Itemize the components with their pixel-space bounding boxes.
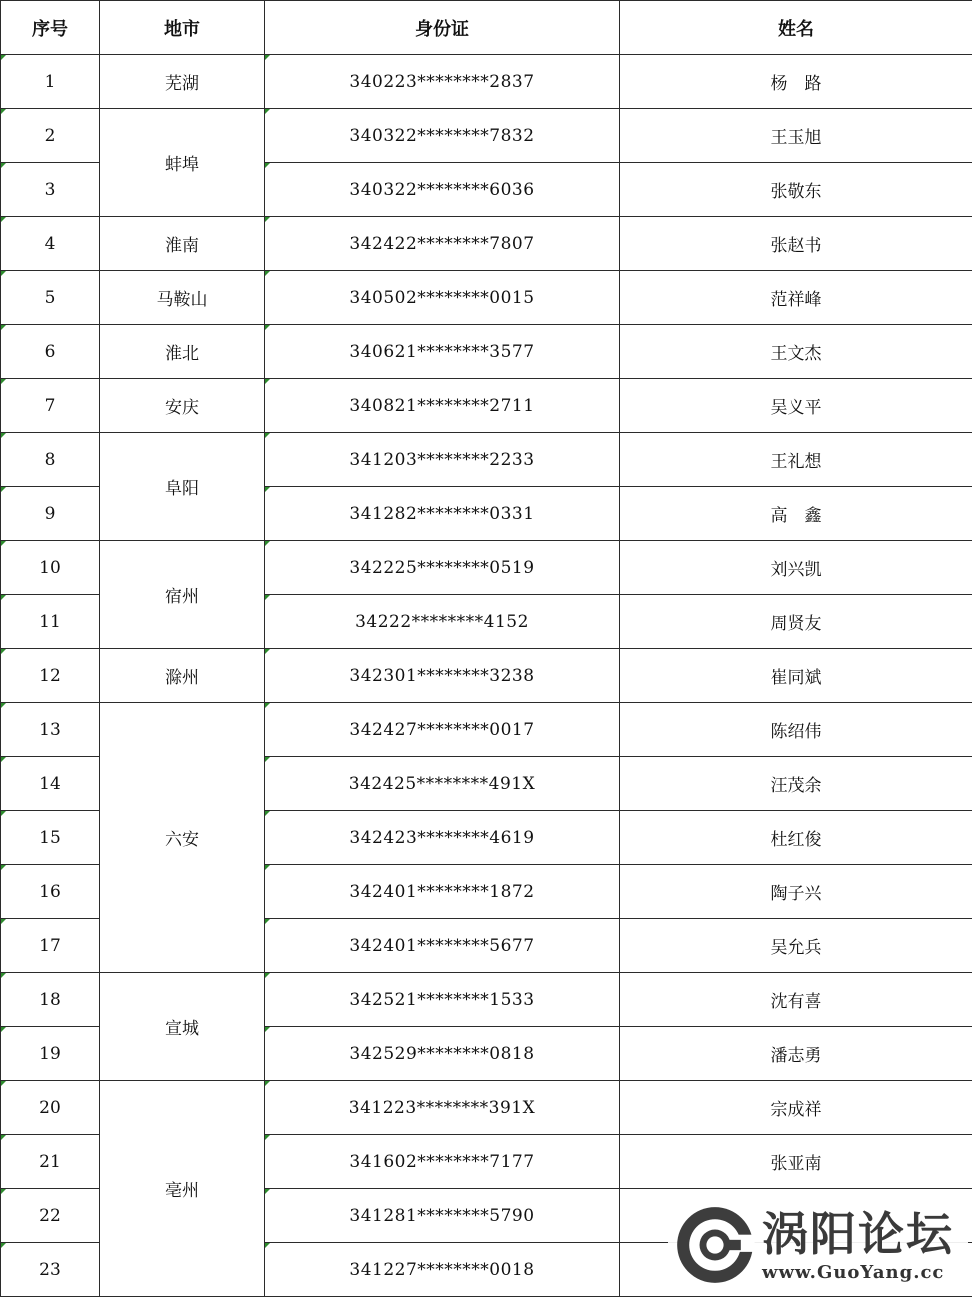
id-card-cell: 341281********5790 (265, 1189, 620, 1243)
seq-cell: 21 (1, 1135, 100, 1189)
seq-cell: 22 (1, 1189, 100, 1243)
id-card-cell: 342422********7807 (265, 217, 620, 271)
table-row (1, 1081, 972, 1135)
city-cell: 马鞍山 (100, 271, 265, 325)
table-row (1, 217, 972, 271)
watermark-name: 涡阳论坛 (762, 1206, 954, 1261)
seq-cell: 10 (1, 541, 100, 595)
table-row (1, 649, 972, 703)
name-cell: 陈绍伟 (620, 703, 972, 757)
city-cell: 安庆 (100, 379, 265, 433)
seq-cell: 7 (1, 379, 100, 433)
seq-cell: 17 (1, 919, 100, 973)
id-card-cell: 342427********0017 (265, 703, 620, 757)
name-cell: 王玉旭 (620, 109, 972, 163)
seq-cell: 14 (1, 757, 100, 811)
seq-cell: 13 (1, 703, 100, 757)
header-name: 姓名 (620, 1, 972, 55)
watermark-url: www.GuoYang.cc (762, 1261, 945, 1283)
name-cell: 范祥峰 (620, 271, 972, 325)
city-cell: 六安 (100, 703, 265, 973)
table-row (1, 55, 972, 109)
table-row (1, 703, 972, 757)
seq-cell: 4 (1, 217, 100, 271)
name-cell: 张敬东 (620, 163, 972, 217)
table-row (1, 541, 972, 595)
city-cell: 滁州 (100, 649, 265, 703)
table-row (1, 433, 972, 487)
id-card-cell: 341203********2233 (265, 433, 620, 487)
header-row (1, 1, 972, 55)
id-card-cell: 342425********491X (265, 757, 620, 811)
name-cell: 周贤友 (620, 595, 972, 649)
name-cell: 崔同斌 (620, 649, 972, 703)
city-cell: 淮北 (100, 325, 265, 379)
name-cell: 吴允兵 (620, 919, 972, 973)
header-id: 身份证 (265, 1, 620, 55)
name-cell: 刘兴凯 (620, 541, 972, 595)
seq-cell: 1 (1, 55, 100, 109)
city-cell: 亳州 (100, 1081, 265, 1297)
table-row (1, 109, 972, 163)
name-cell: 张亚南 (620, 1135, 972, 1189)
id-card-cell: 342301********3238 (265, 649, 620, 703)
city-cell: 阜阳 (100, 433, 265, 541)
id-card-cell: 340223********2837 (265, 55, 620, 109)
id-card-cell: 342401********5677 (265, 919, 620, 973)
id-card-cell: 341602********7177 (265, 1135, 620, 1189)
table-row (1, 379, 972, 433)
name-cell: 汪茂余 (620, 757, 972, 811)
name-cell: 杜红俊 (620, 811, 972, 865)
table-row (1, 973, 972, 1027)
seq-cell: 18 (1, 973, 100, 1027)
name-cell: 吴义平 (620, 379, 972, 433)
name-cell: 宗成祥 (620, 1081, 972, 1135)
id-card-cell: 342521********1533 (265, 973, 620, 1027)
name-cell: 王礼想 (620, 433, 972, 487)
id-card-cell: 341227********0018 (265, 1243, 620, 1297)
header-city: 地市 (100, 1, 265, 55)
guoyang-logo-icon (672, 1202, 758, 1288)
seq-cell: 12 (1, 649, 100, 703)
seq-cell: 23 (1, 1243, 100, 1297)
table-row (1, 271, 972, 325)
seq-cell: 11 (1, 595, 100, 649)
id-card-cell: 340322********7832 (265, 109, 620, 163)
seq-cell: 16 (1, 865, 100, 919)
seq-cell: 3 (1, 163, 100, 217)
seq-cell: 15 (1, 811, 100, 865)
name-cell: 高 鑫 (620, 487, 972, 541)
name-cell: 沈有喜 (620, 973, 972, 1027)
id-card-cell: 340821********2711 (265, 379, 620, 433)
id-card-cell: 340621********3577 (265, 325, 620, 379)
id-card-cell: 342401********1872 (265, 865, 620, 919)
seq-cell: 2 (1, 109, 100, 163)
id-card-cell: 34222********4152 (265, 595, 620, 649)
name-cell: 杨 路 (620, 55, 972, 109)
id-card-cell: 342225********0519 (265, 541, 620, 595)
id-card-cell: 340322********6036 (265, 163, 620, 217)
header-seq: 序号 (1, 1, 100, 55)
id-card-cell: 342529********0818 (265, 1027, 620, 1081)
table-row (1, 325, 972, 379)
watermark (668, 1196, 968, 1294)
name-cell: 张赵书 (620, 217, 972, 271)
id-card-cell: 341223********391X (265, 1081, 620, 1135)
seq-cell: 8 (1, 433, 100, 487)
city-cell: 蚌埠 (100, 109, 265, 217)
seq-cell: 5 (1, 271, 100, 325)
seq-cell: 19 (1, 1027, 100, 1081)
seq-cell: 20 (1, 1081, 100, 1135)
name-cell: 陶子兴 (620, 865, 972, 919)
seq-cell: 6 (1, 325, 100, 379)
city-cell: 宣城 (100, 973, 265, 1081)
id-card-cell: 340502********0015 (265, 271, 620, 325)
name-cell: 王文杰 (620, 325, 972, 379)
id-card-cell: 342423********4619 (265, 811, 620, 865)
city-cell: 宿州 (100, 541, 265, 649)
seq-cell: 9 (1, 487, 100, 541)
city-cell: 芜湖 (100, 55, 265, 109)
city-cell: 淮南 (100, 217, 265, 271)
name-cell: 潘志勇 (620, 1027, 972, 1081)
id-card-cell: 341282********0331 (265, 487, 620, 541)
